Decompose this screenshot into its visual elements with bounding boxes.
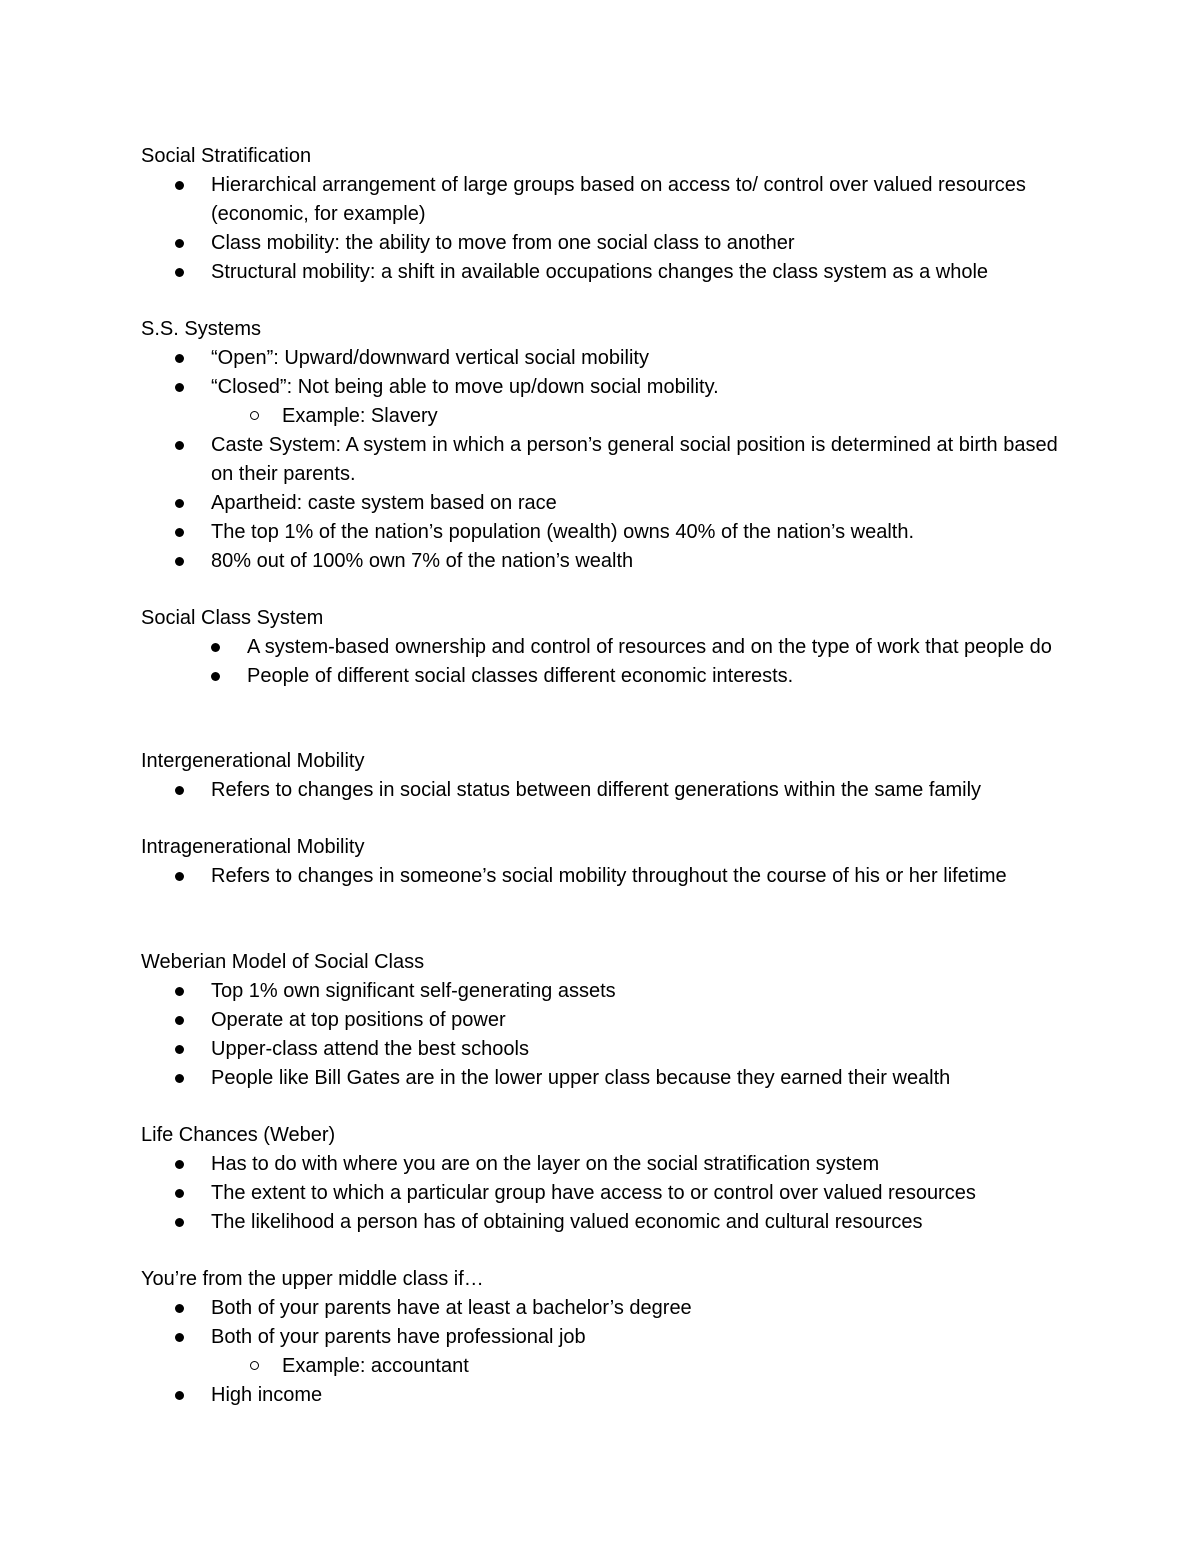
section-social-class-system (141, 604, 1071, 691)
sub-list-item: Example: Slavery (141, 402, 1071, 431)
section-heading: Social Stratification (141, 145, 312, 167)
bullet-icon (175, 1391, 184, 1400)
section-weberian-model (141, 948, 1071, 1093)
list-item: Apartheid: caste system based on race (141, 489, 1071, 518)
sub-list-item: Example: accountant (141, 1352, 1071, 1381)
list-item: Hierarchical arrangement of large groups based on access to/ control over valued resources (economic, for example) (141, 171, 1071, 229)
bullet-icon (175, 1333, 184, 1342)
bullet-icon (175, 354, 184, 363)
bullet-icon (175, 181, 184, 190)
section-heading: You’re from the upper middle class if… (141, 1268, 484, 1290)
bullet-icon (175, 786, 184, 795)
section-ss-systems (141, 315, 1071, 576)
bullet-icon (175, 1189, 184, 1198)
bullet-icon (175, 268, 184, 277)
bullet-icon (175, 528, 184, 537)
bullet-icon (175, 499, 184, 508)
bullet-icon (175, 872, 184, 881)
bullet-icon (175, 441, 184, 450)
bullet-icon (175, 1218, 184, 1227)
bullet-icon (175, 1016, 184, 1025)
list-item: The likelihood a person has of obtaining valued economic and cultural resources (141, 1208, 1071, 1237)
bullet-icon (211, 672, 220, 681)
section-life-chances (141, 1121, 1071, 1237)
list-item: Refers to changes in someone’s social mobility throughout the course of his or her lifetime (141, 862, 1071, 891)
list-item: Operate at top positions of power (141, 1006, 1071, 1035)
section-intergenerational-mobility (141, 747, 1071, 805)
section-upper-middle-class (141, 1265, 1071, 1410)
list-item: High income (141, 1381, 1071, 1410)
list-item: Top 1% own significant self-generating assets (141, 977, 1071, 1006)
bullet-icon (175, 987, 184, 996)
bullet-icon (175, 1304, 184, 1313)
section-intragenerational-mobility (141, 833, 1071, 891)
bullet-icon (175, 1045, 184, 1054)
bullet-icon (175, 1074, 184, 1083)
bullet-icon (175, 557, 184, 566)
section-heading: Intragenerational Mobility (141, 836, 365, 858)
list-item: Refers to changes in social status between different generations within the same family (141, 776, 1071, 805)
section-heading: S.S. Systems (141, 318, 262, 340)
list-item: Upper-class attend the best schools (141, 1035, 1071, 1064)
bullet-icon (175, 239, 184, 248)
section-heading: Social Class System (141, 607, 324, 629)
list-item: Both of your parents have professional job (141, 1323, 1071, 1352)
list-item: Class mobility: the ability to move from one social class to another (141, 229, 1071, 258)
list-item: The top 1% of the nation’s population (wealth) owns 40% of the nation’s wealth. (141, 518, 1071, 547)
section-heading: Life Chances (Weber) (141, 1124, 336, 1146)
list-item: “Open”: Upward/downward vertical social mobility (141, 344, 1071, 373)
list-item: A system-based ownership and control of resources and on the type of work that people do (141, 633, 1071, 662)
list-item: Structural mobility: a shift in available occupations changes the class system as a whole (141, 258, 1071, 287)
list-item: Caste System: A system in which a person’s general social position is determined at birth based on their parents. (141, 431, 1071, 489)
section-social-stratification (141, 142, 1071, 287)
hollow-bullet-icon (250, 1361, 259, 1370)
list-item: People like Bill Gates are in the lower upper class because they earned their wealth (141, 1064, 1071, 1093)
bullet-icon (175, 383, 184, 392)
bullet-icon (175, 1160, 184, 1169)
section-heading: Intergenerational Mobility (141, 750, 365, 772)
list-item: Has to do with where you are on the layer on the social stratification system (141, 1150, 1071, 1179)
list-item: “Closed”: Not being able to move up/down social mobility. (141, 373, 1071, 402)
list-item: The extent to which a particular group have access to or control over valued resources (141, 1179, 1071, 1208)
bullet-icon (211, 643, 220, 652)
hollow-bullet-icon (250, 411, 259, 420)
section-heading: Weberian Model of Social Class (141, 951, 425, 973)
list-item: People of different social classes different economic interests. (141, 662, 1071, 691)
list-item: 80% out of 100% own 7% of the nation’s wealth (141, 547, 1071, 576)
list-item: Both of your parents have at least a bachelor’s degree (141, 1294, 1071, 1323)
